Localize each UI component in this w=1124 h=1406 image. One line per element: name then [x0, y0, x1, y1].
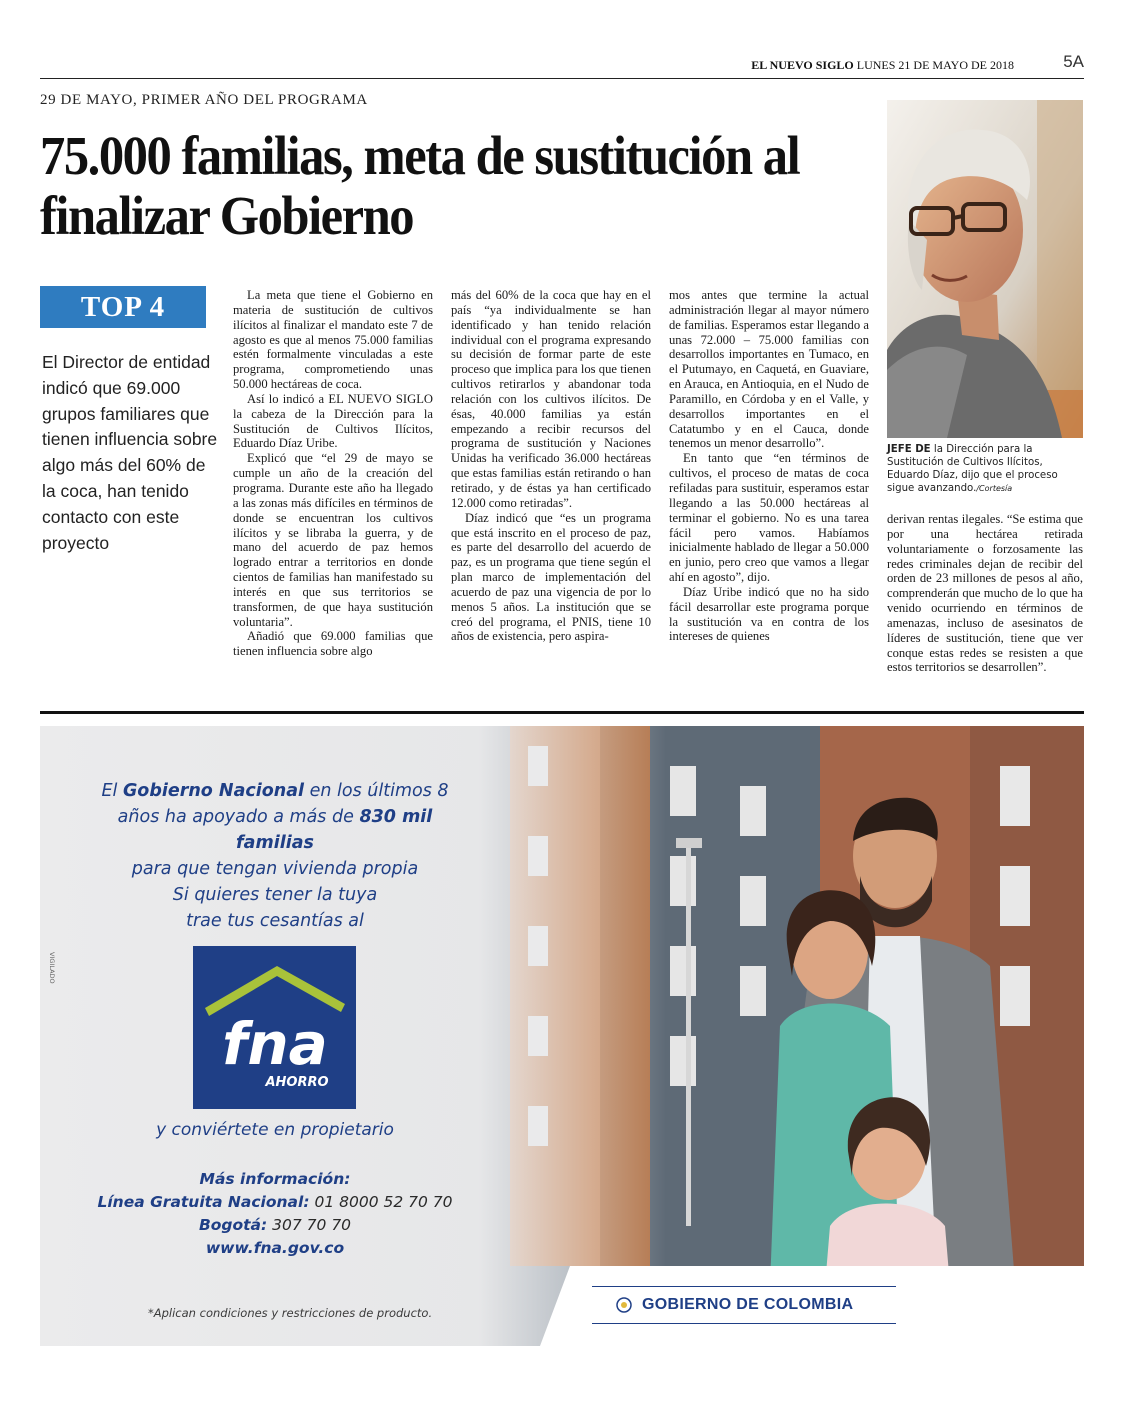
article-column-3	[669, 288, 869, 644]
paragraph: Así lo indicó a EL NUEVO SIGLO la cabeza de la Dirección para la Sustitución de Cultivos Ilícitos, Eduardo Díaz Uribe.	[233, 391, 433, 451]
fna-logo-subtext: AHORRO	[265, 1075, 329, 1090]
paragraph: La meta que tiene el Gobierno en materia de sustitución de cultivos ilícitos al finalizar el mandato este 7 de agosto es que al menos 75.000 familias estén formalmente vinculadas a este programa, comprometiendo unas 50.000 hectáreas de coca.	[233, 288, 433, 392]
info-bogota-value: 307 70 70	[272, 1216, 352, 1234]
article-headline: 75.000 familias, meta de sustitución al finalizar Gobierno	[40, 125, 800, 246]
ad-lead-bold: 830 mil familias	[236, 807, 433, 853]
ad-lead-part: El	[101, 781, 118, 801]
ad-cta: y conviértete en propietario	[156, 1120, 394, 1140]
ad-disclaimer: *Aplican condiciones y restricciones de producto.	[148, 1306, 433, 1320]
caption-text: la Dirección para la Sustitución de Cultivos Ilícitos, Eduardo Díaz, dijo que el proceso sigue avanzando.	[887, 444, 1058, 494]
ad-lead-bold: Gobierno Nacional	[122, 781, 305, 801]
article-column-1	[233, 288, 433, 659]
portrait-photo	[887, 100, 1083, 438]
info-title: Más información:	[199, 1170, 351, 1188]
caption-credit: /Cortesía	[976, 484, 1013, 493]
ad-sub-line: Si quieres tener la tuya	[172, 885, 378, 905]
article-kicker: 29 DE MAYO, PRIMER AÑO DEL PROGRAMA	[40, 92, 368, 108]
paragraph: Añadió que 69.000 familias que tienen influencia sobre algo	[233, 629, 433, 659]
section-divider	[40, 711, 1084, 714]
paragraph: En tanto que “en términos de cultivos, el proceso de matas de coca refiladas para sustituir, esperamos estar llegando a las 50.000 hectáreas al terminar el gobierno. No es una tarea fácil pero vamos. Habíamos inicialmente hablado de llegar a 50.000 en junio, pero creo que vamos a llegar ahí en agosto”, dijo.	[669, 451, 869, 585]
info-website: www.fna.gov.co	[205, 1239, 345, 1257]
paragraph: Díaz indicó que “es un programa que está inscrito en el proceso de paz, es parte del desarrollo del acuerdo de paz, es un programa que tiene según el plan marco de implementación del acuerdo de paz una vigencia de por lo menos 5 años. La institución que se creó del programa, el PNIS, tiene 10 años de existencia, pero aspira-	[451, 510, 651, 644]
caption-lead: JEFE DE	[887, 444, 931, 455]
vigilado-label: VIGILADO	[48, 952, 56, 984]
top-badge: TOP 4	[40, 286, 206, 328]
ad-sub-text	[80, 882, 470, 934]
government-label: GOBIERNO DE COLOMBIA	[642, 1296, 854, 1313]
page-number: 5A	[1063, 52, 1084, 71]
info-line-value: 01 8000 52 70 70	[314, 1193, 453, 1211]
ad-contact-info	[80, 1168, 470, 1260]
paragraph: derivan rentas ilegales. “Se estima que por una hectárea retirada voluntariamente o forzosamente las redes criminales dejan de recibir del orden de 23 millones de pesos al año, comprenderán que mucho de lo que ha venido ocurriendo en términos de amenazas, incluso de asesinatos de líderes de sustitución, tiene que ver conque estas redes se resisten a que estos territorios se desarrollen”.	[887, 512, 1083, 675]
info-bogota-label: Bogotá:	[198, 1216, 268, 1234]
fna-logo-text: fna	[222, 1010, 328, 1078]
paragraph: mos antes que termine la actual administración llegar al mayor número de familias. Esperamos estar llegando a unas 72.000 – 75.000 familias con desarrollos importantes en Tumaco, en el Putumayo, en Caquetá, en Guaviare, en Arauca, en Antioquia, en el Nudo de Paramillo, en Córdoba y en el Valle, y desarrollos importantes en el Catatumbo y en el Cauca, donde tenemos un menor desarrollo”.	[669, 288, 869, 451]
fna-logo	[193, 946, 356, 1109]
publication-date: LUNES 21 DE MAYO DE 2018	[856, 58, 1014, 72]
article-column-4	[887, 512, 1083, 675]
photo-caption	[887, 443, 1083, 495]
vigilado-stamp	[44, 952, 56, 1142]
masthead	[40, 48, 1084, 79]
paragraph: Explicó que “el 29 de mayo se cumple un año de la creación del programa. Durante este año ha llegado a las zonas más difíciles en términos de donde se encuentran los cultivos ilícitos y se libraba la guerra, y de mano del acuerdo de paz hemos logrado entrar a territorios en donde cientos de familias han manifestado su interés en que sus territorios se transformen, de que haya sustitución voluntaria”.	[233, 451, 433, 629]
government-band	[592, 1286, 896, 1324]
portrait-illustration	[887, 100, 1083, 438]
publication-name: EL NUEVO SIGLO	[751, 58, 854, 72]
ad-lead-text	[80, 778, 470, 882]
colombia-seal-icon	[616, 1297, 632, 1313]
info-line-label: Línea Gratuita Nacional:	[97, 1193, 310, 1211]
article-column-2	[451, 288, 651, 644]
article-summary: El Director de entidad indicó que 69.000 grupos familiares que tienen influencia sobre algo más del 60% de la coca, han tenido contacto con este proyecto	[42, 352, 218, 553]
paragraph: Díaz Uribe indicó que no ha sido fácil desarrollar este programa porque la sustitución va en contra de los intereses de quienes	[669, 584, 869, 644]
publication-date-line	[751, 58, 1014, 73]
ad-lead-part: en los últimos 8 años ha apoyado a más de	[117, 781, 449, 827]
ad-lead-part: para que tengan vivienda propia	[131, 859, 419, 879]
ad-sub-line: trae tus cesantías al	[186, 911, 364, 931]
paragraph: más del 60% de la coca que hay en el país “ya individualmente se han identificado y han tenido relación individual con el programa expresando su decisión de formar parte de este proceso que implica para los que tienen cultivos retirarlos y abandonar toda relación con los cultivos ilícitos. De ésas, 40.000 familias ya están empezando a recibir recursos del programa de sustitución y Naciones Unidas ha verificado 36.000 hectáreas que estas familias están retirando o han retirado, y de éstas ya han certificado 12.000 como retiradas”.	[451, 288, 651, 510]
fna-advertisement	[40, 726, 1084, 1346]
